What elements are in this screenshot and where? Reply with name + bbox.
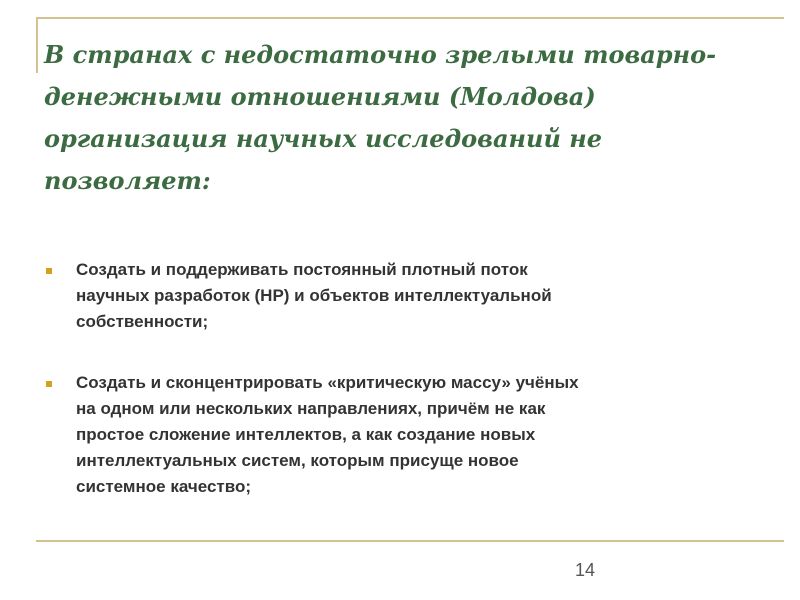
page-number: 14 — [574, 560, 596, 580]
bullet-text — [76, 257, 764, 335]
bullet-item — [44, 257, 764, 335]
bullet-item — [44, 370, 764, 500]
bullet-square-icon — [46, 381, 52, 387]
top-divider — [36, 17, 784, 19]
bullet-text — [76, 370, 764, 500]
slide-title — [44, 34, 774, 202]
bullet-line: собственности; — [76, 312, 209, 331]
title-line: позволяет: — [44, 166, 211, 195]
left-divider — [36, 17, 38, 73]
bullet-line: простое сложение интеллектов, а как создание новых — [76, 425, 536, 444]
bottom-divider — [36, 540, 784, 542]
bullet-line: Создать и сконцентрировать «критическую массу» учёных — [76, 373, 579, 392]
bullet-square-icon — [46, 268, 52, 274]
title-line: В странах с недостаточно зрелыми товарно- — [44, 40, 717, 69]
bullet-line: Создать и поддерживать постоянный плотный поток — [76, 260, 528, 279]
bullet-list — [44, 257, 764, 535]
title-line: организация научных исследований не — [44, 124, 603, 153]
bullet-line: на одном или нескольких направлениях, причём не как — [76, 399, 546, 418]
bullet-line: научных разработок (НР) и объектов интеллектуальной — [76, 286, 552, 305]
bullet-line: системное качество; — [76, 477, 252, 496]
title-line: денежными отношениями (Молдова) — [44, 82, 596, 111]
bullet-line: интеллектуальных систем, которым присуще новое — [76, 451, 519, 470]
